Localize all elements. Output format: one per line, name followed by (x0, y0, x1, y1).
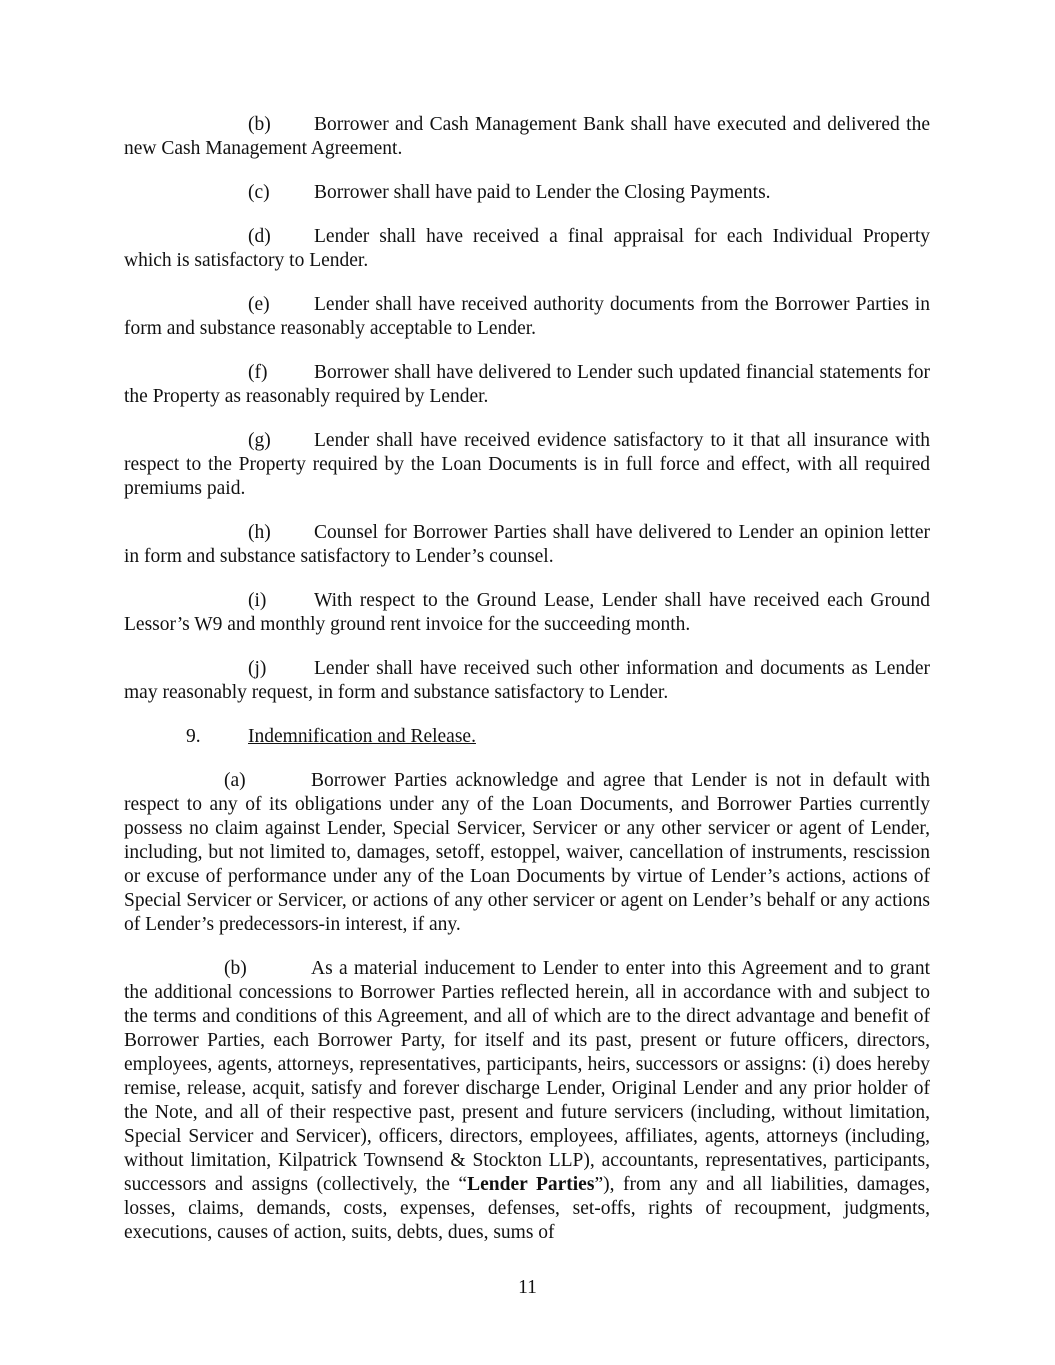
condition-d: (d) Lender shall have received a final appraisal for each Individual Property which is satisfactory to Lender. (124, 226, 930, 271)
condition-i: (i) With respect to the Ground Lease, Lender shall have received each Ground Lessor’s W9 and monthly ground rent invoice for the succeeding month. (124, 590, 930, 635)
defined-term: Lender Parties (467, 1174, 595, 1195)
condition-g: (g) Lender shall have received evidence satisfactory to it that all insurance with respect to the Property required by the Loan Documents is in full force and effect, with all required premiums paid. (124, 430, 930, 499)
document-body (124, 113, 930, 1265)
paragraph-9b: (b) As a material inducement to Lender to enter into this Agreement and to grant the additional concessions to Borrower Parties reflected herein, all in accordance with and subject to the terms and conditions of this Agreement, and all of which are to the direct advantage and benefit of Borrower Parties, each Borrower Party, for itself and its past, present or future officers, directors, employees, agents, attorneys, representatives, participants, heirs, successors or assigns: (i) does hereby remise, release, acquit, satisfy and forever discharge Lender, Original Lender and any prior holder of the Note, and all of their respective past, present and future servicers (including, without limitation, Special Servicer and Servicer), officers, directors, employees, affiliates, agents, attorneys (including, without limitation, Kilpatrick Townsend & Stockton LLP), accountants, representatives, participants, successors and assigns (collectively, the “Lender Parties”), from any and all liabilities, damages, losses, claims, demands, costs, expenses, defenses, set-offs, rights of recoupment, judgments, executions, causes of action, suits, debts, dues, sums of (124, 958, 931, 1243)
section-number: 9. (186, 726, 201, 747)
condition-f: (f) Borrower shall have delivered to Lender such updated financial statements for the Property as reasonably required by Lender. (124, 362, 930, 407)
condition-h: (h) Counsel for Borrower Parties shall have delivered to Lender an opinion letter in form and substance satisfactory to Lender’s counsel. (124, 522, 930, 567)
condition-b: (b) Borrower and Cash Management Bank shall have executed and delivered the new Cash Management Agreement. (124, 114, 930, 159)
condition-e: (e) Lender shall have received authority documents from the Borrower Parties in form and substance reasonably acceptable to Lender. (124, 294, 930, 339)
page-number: 11 (518, 1277, 537, 1298)
paragraph-9a: (a) Borrower Parties acknowledge and agree that Lender is not in default with respect to any of its obligations under any of the Loan Documents, and Borrower Parties currently possess no claim against Lender, Special Servicer, Servicer or any other servicer or agent of Lender, including, but not limited to, damages, setoff, estoppel, waiver, cancellation of instruments, rescission or excuse of performance under any of the Loan Documents by virtue of Lender’s actions, actions of Special Servicer or Servicer, or actions of any other servicer or agent on Lender’s behalf or any actions of Lender’s predecessors-in interest, if any. (124, 770, 930, 935)
section-heading (124, 725, 930, 749)
condition-j: (j) Lender shall have received such other information and documents as Lender may reasonably request, in form and substance satisfactory to Lender. (124, 658, 930, 703)
section-title: Indemnification and Release. (248, 726, 476, 747)
condition-c: (c) Borrower shall have paid to Lender the Closing Payments. (248, 182, 771, 203)
